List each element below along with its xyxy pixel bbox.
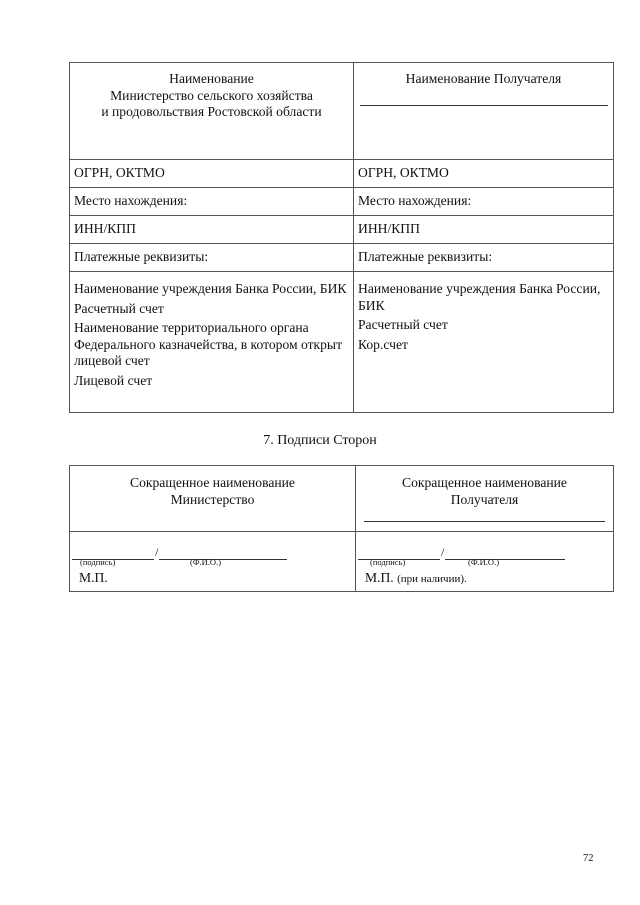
bank-details-right xyxy=(354,272,614,413)
payment-left-label: Платежные реквизиты: xyxy=(74,249,209,264)
account-label: Расчетный счет xyxy=(358,317,448,332)
treasury-label: Наименование территориального органа Федерального казначейства, в котором открыт лицевой счет xyxy=(74,320,343,368)
recipient-short-name-cell xyxy=(356,466,614,532)
stamp-place-label: М.П. xyxy=(79,570,108,585)
inn-right-label: ИНН/КПП xyxy=(358,221,420,236)
bank-name-label: Наименование учреждения Банка России, БИК xyxy=(358,281,601,313)
requisites-table xyxy=(69,62,614,413)
short-name-heading: Сокращенное наименование xyxy=(130,475,295,490)
inn-left xyxy=(70,216,354,244)
ministry-name-line1: Министерство сельского хозяйства xyxy=(110,87,313,103)
location-left-label: Место нахождения: xyxy=(74,193,188,208)
account-label: Расчетный счет xyxy=(74,300,164,316)
recipient-short-name-line xyxy=(364,520,605,522)
recipient-short-name: Получателя xyxy=(450,491,519,507)
recipient-name-line xyxy=(360,104,608,106)
name-heading: Наименование xyxy=(169,71,254,86)
full-name-caption: (Ф.И.О.) xyxy=(468,557,500,567)
location-left xyxy=(70,188,354,216)
signature-caption: (подпись) xyxy=(80,557,116,567)
ogrn-right-label: ОГРН, ОКТМО xyxy=(358,165,449,180)
section-title: 7. Подписи Сторон xyxy=(263,433,377,448)
short-name-heading: Сокращенное наименование xyxy=(402,475,567,490)
stamp-place-note: (при наличии). xyxy=(397,573,467,585)
stamp-place-label xyxy=(365,570,467,586)
ministry-signature-cell xyxy=(70,532,356,592)
personal-account-label: Лицевой счет xyxy=(74,372,153,388)
full-name-line xyxy=(445,558,565,560)
recipient-name-cell xyxy=(354,63,614,160)
ogrn-left-label: ОГРН, ОКТМО xyxy=(74,165,165,180)
inn-left-label: ИНН/КПП xyxy=(74,221,136,236)
signature-caption: (подпись) xyxy=(370,557,406,567)
corr-account-label: Кор.счет xyxy=(358,336,408,352)
payment-right-label: Платежные реквизиты: xyxy=(358,249,493,264)
ministry-short-name-cell xyxy=(70,466,356,532)
recipient-signature-cell xyxy=(356,532,614,592)
ministry-name-cell xyxy=(70,63,354,160)
ogrn-left xyxy=(70,160,354,188)
location-right xyxy=(354,188,614,216)
ministry-short-name: Министерство xyxy=(170,491,255,507)
ogrn-right xyxy=(354,160,614,188)
bank-details-left xyxy=(70,272,354,413)
slash-separator: / xyxy=(441,545,445,559)
ministry-name-line2: и продовольствия Ростовской области xyxy=(101,104,322,119)
payment-right xyxy=(354,244,614,272)
inn-right xyxy=(354,216,614,244)
signatures-table xyxy=(69,465,614,592)
full-name-caption: (Ф.И.О.) xyxy=(190,557,222,567)
slash-separator: / xyxy=(155,545,159,559)
payment-left xyxy=(70,244,354,272)
bank-name-label: Наименование учреждения Банка России, БИК xyxy=(74,281,347,296)
page-number: 72 xyxy=(583,853,594,864)
full-name-line xyxy=(159,558,287,560)
recipient-name-heading: Наименование Получателя xyxy=(405,71,562,86)
stamp-place-text: М.П. xyxy=(365,570,394,585)
location-right-label: Место нахождения: xyxy=(358,193,472,208)
